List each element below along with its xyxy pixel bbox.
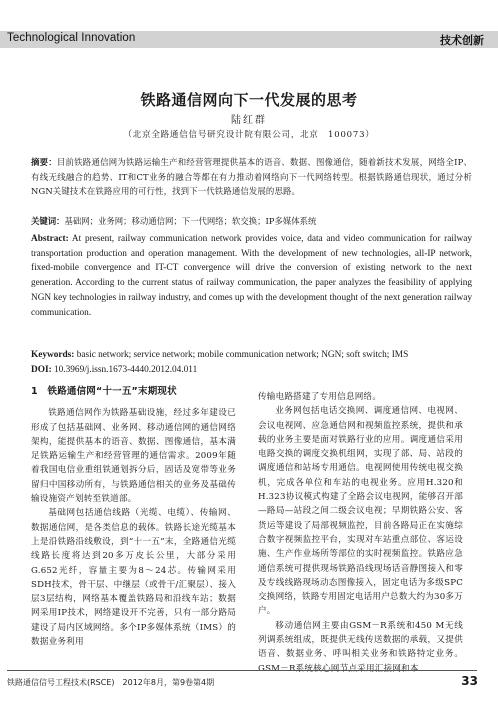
keywords-en-text: basic network; service network; mobile communication network; NGN; soft switch; IMS [74,350,409,360]
abstract-en-text: At present, railway communication network provides voice, data and video communication for railway transportation production and operation management. With the development of new technologies, all-IP network, fixed-mobile convergence and IT-CT convergence will drive the conversion of existing network to the next generation. According to the current status of railway communication, the paper analyzes the feasibility of applying NGN key technologies in railway industry, and comes up with the development thought of the next generation railway communication. [31,234,472,318]
paper-title: 铁路通信网向下一代发展的思考 [140,91,358,109]
body-paragraph: 铁路通信网作为铁路基础设施，经过多年建设已形成了包括基础网、业务网、移动通信网的通信网络架构，能提供基本的语音、数据、图像通信，基本满足铁路运输生产和经营管理的通信需求。2009年随着我国电信业重组铁通划拆分后，固话及宽带等业务留归中国移动所有，与铁路通信相关的业务及基础传输设施资产划转至铁道部。 [31,408,236,505]
keywords-cn-label: 关键词： [31,216,65,226]
abstract-cn [31,155,472,199]
author-affiliation: （北京全路通信信号研究设计院有限公司，北京 100073） [123,130,375,140]
keywords-cn-text: 基础网；业务网；移动通信网；下一代网络；软交换；IP多媒体系统 [64,216,317,226]
body-paragraph: 基础网包括通信线路（光缆、电缆）、传输网、数据通信网，是各类信息的载体。铁路长途光缆基本上是沿铁路沿线敷设，到“十一五”末，全路通信光缆线路长度将达到20多万皮长公里，大部分采用G.652光纤，容量主要为8～24芯。传输网采用SDH技术，骨干层、中继层（或骨干/汇聚层）、接入层3层结构，网络基本覆盖铁路局和沿线车站；数据网采用IP技术，网络建设开不完善，只有一部分路局建设了局内区域网络。多个IP多媒体系统（IMS）的数据业务利用 [31,508,236,648]
keywords-cn [31,215,472,228]
body-paragraph: 传输电路搭建了专用信息网络。 [258,392,382,402]
abstract-cn-label: 摘要： [31,157,57,167]
doi-label: DOI: [31,365,52,375]
journal-citation: 铁路通信信号工程技术(RSCE) 2012年8月，第9卷第4期 [7,678,215,687]
body-paragraph: 业务网包括电话交换网、调度通信网、电视网、会议电视网、应急通信网和视频监控系统，提供和承载的业务主要是面对铁路行业的应用。调度通信采用电路交换的调度交换机组网，实现了部、局、站段的调度通信和站场专用通信。电视网使用传统电视交换机，完成各单位和车站的电视业务。应用H.320和H.323协议模式构建了全路会议电视网，能够召开部—路局—站段之间二级会议电视；早期铁路公安、客货运等建设了局部视频监控，目前各路局正在实施综合数字视频监控平台，实现对车站重点部位、客运设施、生产作业场所等部位的实时视频监控。铁路应急通信系统可提供现场铁路沿线现场话音静图接入和零及专线线路现场动态图像接入，固定电话为多级SPC交换网络，铁路专用固定电话用户总数大约为30多万户。 [258,406,463,617]
section-heading: 1 铁路通信网“十一五”末期现状 [31,386,177,397]
abstract-en [31,232,472,320]
body-column-right [258,390,463,676]
doi-value[interactable]: 10.3969/j.issn.1673-4440.2012.04.011 [51,365,198,375]
abstract-cn-text: 目前铁路通信网为铁路运输生产和经营管理提供基本的语音、数据、图像通信，随着新技术发展，网络全IP、有线无线融合的趋势、IT和CT业务的融合等都在有力推动着网络向下一代网络转型。根据铁路通信现状，通过分析NGN关键技术在铁路应用的可行性，找到下一代铁路通信发展的思路。 [31,157,472,197]
page-number: 33 [461,674,478,688]
abstract-en-label: Abstract: [31,234,69,244]
body-column-left [31,372,236,649]
keywords-en [31,349,472,362]
footer-rule [7,670,477,671]
body-paragraph: 移动通信网主要由GSM－R系统和450 M无线列调系统组成，既提供无线传送数据的承载，又提供语音、数据业务、呼叫相关业务和铁路特定业务。GSM－R系统核心网节点采用汇接网和本 [258,620,463,674]
section-tag: 技术创新 [440,34,484,47]
author-name: 陆红群 [231,115,267,126]
keywords-en-label: Keywords: [31,350,75,360]
journal-section-label: Technological Innovation [7,32,136,44]
